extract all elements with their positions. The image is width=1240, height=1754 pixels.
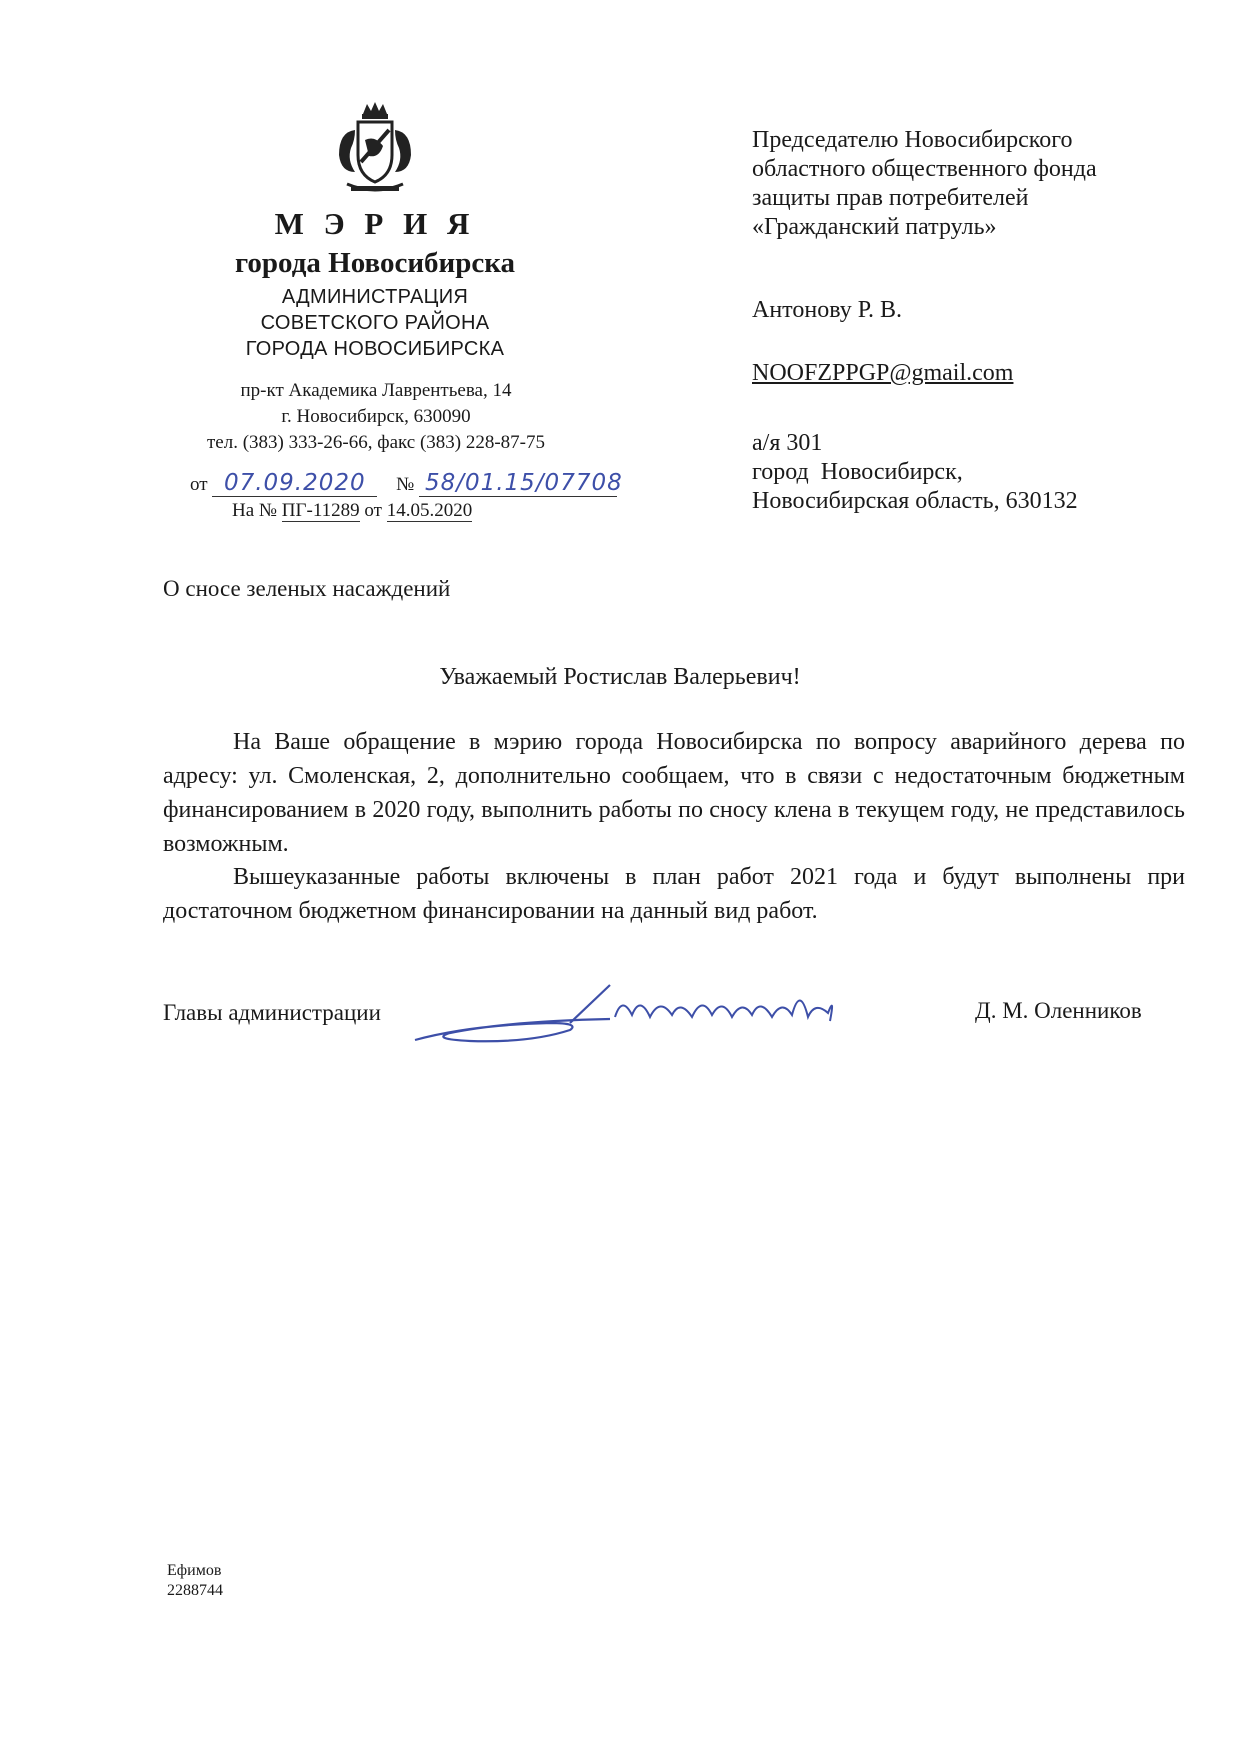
recipient-line: «Гражданский патруль» — [752, 214, 997, 240]
outgoing-reference — [190, 470, 623, 500]
recipient-email[interactable]: NOOFZPPGP@gmail.com — [752, 360, 1014, 386]
reply-number: ПГ-11289 — [281, 500, 360, 521]
letter-subject: О сносе зеленых насаждений — [163, 576, 451, 601]
reply-reference — [232, 500, 472, 522]
recipient-name: Антонову Р. В. — [752, 297, 903, 323]
recipient-line: защиты прав потребителей — [752, 185, 1029, 211]
address-line: пр-кт Академика Лаврентьева, 14 — [240, 380, 512, 401]
handwritten-date: 07.09.2020 — [212, 470, 377, 497]
handwritten-signature — [410, 975, 910, 1055]
reply-from-label: от — [364, 500, 382, 521]
admin-line: СОВЕТСКОГО РАЙОНА — [260, 312, 490, 334]
executor-phone: 2288744 — [167, 1582, 223, 1599]
recipient-postal-line: Новосибирская область, 630132 — [752, 488, 1078, 514]
number-label: № — [396, 474, 415, 495]
org-title: М Э Р И Я — [274, 206, 476, 241]
reply-date: 14.05.2020 — [386, 500, 473, 521]
admin-line: АДМИНИСТРАЦИЯ — [281, 286, 469, 308]
signatory-name: Д. М. Оленников — [975, 998, 1142, 1023]
recipient-line: областного общественного фонда — [752, 156, 1097, 182]
org-city: города Новосибирска — [234, 247, 516, 279]
executor-name: Ефимов — [167, 1562, 222, 1579]
from-label: от — [190, 474, 208, 495]
body-paragraph: На Ваше обращение в мэрию города Новосибирска по вопросу аварийного дерева по адресу: ул. Смоленская, 2, дополнительно сообщаем, что в связи с недостаточным бюджетным финансированием в 2020 году, выполнить работы по сносу клена в текущем году, не представилось возможным. — [163, 729, 1185, 857]
handwritten-number: 58/01.15/07708 — [419, 470, 617, 497]
recipient-line: Председателю Новосибирского — [752, 127, 1073, 153]
recipient-postal-line: город Новосибирск, — [752, 459, 963, 485]
address-line: тел. (383) 333-26-66, факс (383) 228-87-75 — [206, 432, 546, 453]
letter-greeting: Уважаемый Ростислав Валерьевич! — [439, 664, 801, 690]
coat-of-arms-emblem — [325, 100, 425, 200]
reply-prefix: На № — [232, 500, 278, 521]
signatory-title: Главы администрации — [163, 1000, 381, 1025]
admin-line: ГОРОДА НОВОСИБИРСКА — [245, 338, 505, 360]
recipient-postal-line: а/я 301 — [752, 430, 823, 456]
address-line: г. Новосибирск, 630090 — [281, 406, 471, 427]
body-paragraph: Вышеуказанные работы включены в план работ 2021 года и будут выполнены при достаточном бюджетном финансировании на данный вид работ. — [163, 864, 1185, 924]
